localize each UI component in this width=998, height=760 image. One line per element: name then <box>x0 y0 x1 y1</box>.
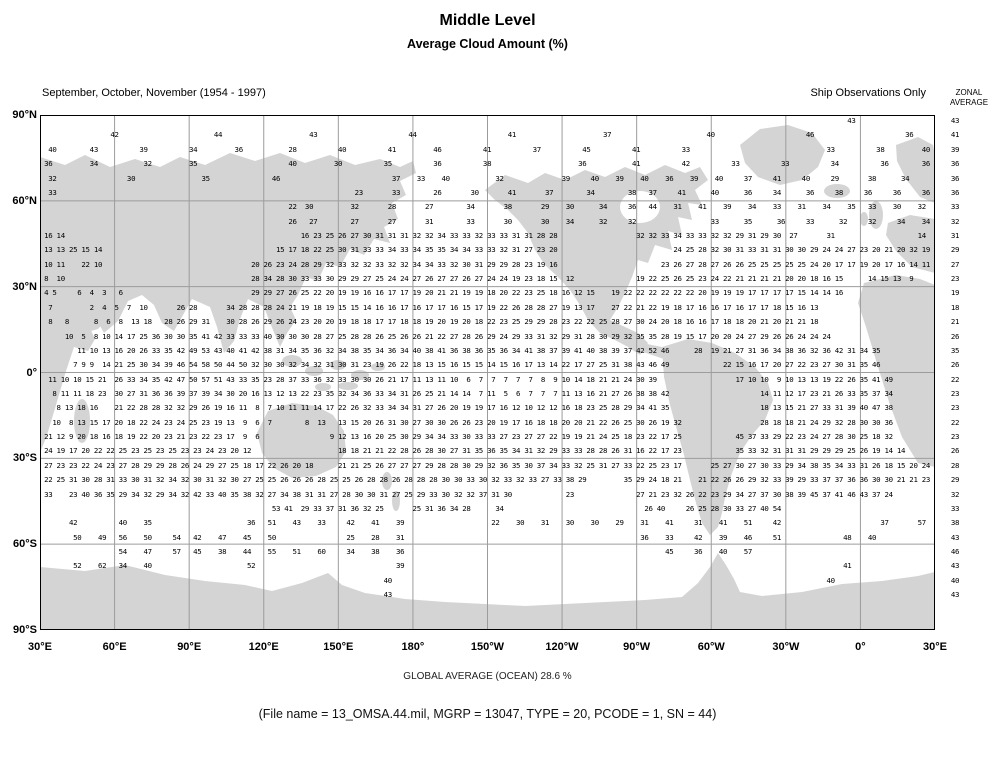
map-value-row: 4 5 6 4 3 6 29 29 27 26 25 22 20 19 19 16 16 17 17 19 20 21 21 19 19 18 20 22 23 25 18 16 12 15 19 22 22 22 22 22 22 20 19 19 19 17 17 17 17 15 14 14 16 <box>40 288 844 298</box>
map-value-row: 40 40 <box>40 575 835 585</box>
map-value-row: 40 43 39 34 36 28 40 41 46 41 37 45 41 33 33 38 40 <box>40 144 931 154</box>
zonal-average-value: 38 <box>950 518 960 528</box>
zonal-average-value: 23 <box>950 432 960 441</box>
map-value-row: 27 23 23 22 24 23 27 28 29 29 28 26 24 29 27 25 18 17 22 26 20 18 21 21 25 26 27 27 27 29 28 28 30 29 32 36 35 30 37 34 33 32 25 31 27 33 22 25 23 17 25 27 30 27 30 33 29 34 38 35 34 33 31 26 18 15 20 24 <box>40 460 931 470</box>
zonal-average-value: 36 <box>950 173 960 183</box>
map-value-row: 7 9 9 14 21 25 30 34 39 46 54 58 50 44 50 32 30 30 32 34 32 31 30 31 23 19 26 22 18 13 15 16 15 15 14 15 16 17 13 14 22 17 27 25 31 38 43 46 49 22 15 16 17 20 27 22 23 27 30 31 35 46 <box>40 360 881 370</box>
map-value-row: 43 <box>40 590 392 599</box>
map-value-row: 11 10 13 16 20 26 33 35 42 49 53 43 40 41 42 38 31 34 35 36 32 34 38 35 34 36 34 40 38 41 36 38 36 35 36 34 41 38 37 39 41 40 38 39 37 42 52 46 28 19 21 27 31 36 34 38 36 32 36 42 31 34 35 <box>40 345 881 355</box>
zonal-average-value: 43 <box>950 532 960 542</box>
longitude-label: 60°W <box>697 641 725 653</box>
zonal-average-value: 33 <box>950 202 960 212</box>
map-value-row: 7 2 4 5 7 10 26 28 34 28 28 28 24 21 19 18 19 15 15 14 16 16 17 16 17 17 16 15 17 19 22 26 28 28 27 19 13 17 27 22 21 22 19 18 17 16 16 17 16 17 17 18 15 16 13 <box>40 302 819 312</box>
map-value-row: 10 11 22 10 20 26 23 24 28 29 32 33 32 32 33 32 32 34 34 33 32 30 31 29 29 28 23 19 16 23 26 27 28 27 26 26 25 25 25 25 25 24 20 17 17 19 20 17 16 14 11 <box>40 259 931 269</box>
zonal-header-line2: AVERAGE <box>949 98 989 107</box>
map-value-row: 8 10 28 34 28 30 33 33 30 29 29 27 25 24 24 27 26 27 27 26 27 24 24 19 23 18 15 12 19 22 25 26 25 23 24 22 21 21 21 21 20 20 18 16 15 14 15 13 9 <box>40 274 914 283</box>
map-value-row: 24 19 17 20 22 22 25 23 25 23 25 23 23 24 23 20 12 18 18 21 21 22 28 26 28 30 27 31 35 36 35 34 31 32 29 33 33 28 28 26 31 16 22 17 23 35 33 32 31 31 31 29 29 29 25 26 19 14 14 <box>40 446 906 456</box>
longitude-label: 90°W <box>623 641 651 653</box>
zonal-header-line1: ZONAL <box>955 88 983 97</box>
map-value-row: 11 10 10 15 21 26 33 34 35 42 47 50 57 51 43 33 35 23 28 37 33 36 32 33 30 30 26 21 17 11 13 11 10 6 7 7 7 7 7 8 9 10 14 18 21 21 24 30 39 17 10 10 9 10 13 13 19 22 26 35 41 49 <box>40 374 893 384</box>
cloud-amount-map <box>40 115 935 630</box>
longitude-label: 30°E <box>28 641 52 653</box>
map-value-row: 53 41 29 33 37 31 36 32 25 25 31 36 34 28 34 26 40 26 25 28 30 33 27 40 54 <box>40 503 781 513</box>
zonal-average-value: 46 <box>950 546 960 556</box>
latitude-label: 90°S <box>13 624 37 636</box>
latitude-label: 30°S <box>13 452 37 464</box>
latitude-label: 0° <box>26 366 37 379</box>
map-value-row: 33 23 33 26 30 41 37 34 38 37 41 40 36 34 36 38 36 36 36 <box>40 187 931 197</box>
zonal-average-value: 18 <box>950 302 960 312</box>
zonal-average-value: 29 <box>950 245 960 255</box>
map-value-row: 22 30 32 28 27 34 38 29 30 34 36 44 31 41 39 34 33 31 34 35 33 30 32 <box>40 202 926 212</box>
map-value-row: 43 <box>40 116 856 125</box>
map-rows <box>40 115 935 630</box>
latitude-label: 60°S <box>13 538 37 550</box>
source-label: Ship Observations Only <box>810 87 926 99</box>
file-info-label: (File name = 13_OMSA.44.mil, MGRP = 13047, TYPE = 20, PCODE = 1, SN = 44) <box>258 707 717 721</box>
zonal-average-value: 36 <box>950 159 960 169</box>
longitude-label: 30°E <box>923 641 947 653</box>
map-value-row: 50 49 56 50 54 42 47 45 50 25 28 31 36 33 42 39 46 51 48 40 <box>40 532 877 542</box>
zonal-average-value: 31 <box>950 230 960 240</box>
map-value-row: 26 27 27 27 31 33 30 30 34 32 32 33 35 36 33 32 32 34 34 <box>40 216 931 226</box>
latitude-label: 30°N <box>12 281 37 293</box>
map-value-row: 54 47 57 45 38 44 55 51 60 34 38 36 45 36 40 57 <box>40 546 753 556</box>
map-value-row: 52 62 34 40 52 39 41 <box>40 561 852 571</box>
season-label: September, October, November (1954 - 1997) <box>42 87 266 99</box>
map-value-row: 13 13 25 15 14 15 17 18 22 25 30 31 33 33 34 33 34 35 35 34 34 33 33 32 31 27 23 20 24 25 28 32 30 31 33 31 31 30 30 29 24 24 27 23 20 21 20 32 19 <box>40 245 931 255</box>
map-value-row: 8 11 11 18 23 30 27 31 36 36 39 37 39 34 30 20 16 13 12 13 22 23 35 32 34 36 33 34 31 26 25 21 14 14 7 11 5 6 7 7 7 11 13 16 21 27 26 38 38 42 14 11 12 17 23 21 26 33 35 37 34 <box>40 388 893 398</box>
global-average-label: GLOBAL AVERAGE (OCEAN) 28.6 % <box>403 671 572 682</box>
zonal-average-column <box>942 115 968 630</box>
zonal-average-value: 36 <box>950 187 960 197</box>
zonal-average-value: 40 <box>950 575 960 585</box>
zonal-average-value: 23 <box>950 274 960 283</box>
map-value-row: 36 34 32 35 40 30 35 36 38 36 41 42 33 33 34 36 36 <box>40 159 931 169</box>
page-title: Middle Level <box>439 12 536 29</box>
map-value-row: 16 14 16 23 25 26 27 30 31 31 31 32 32 34 33 33 32 33 33 31 31 28 28 32 32 33 34 33 33 32 32 29 31 29 30 27 31 14 <box>40 230 926 240</box>
map-value-row: 42 44 43 44 41 37 40 46 36 <box>40 130 914 140</box>
longitude-label: 120°E <box>248 641 279 653</box>
zonal-average-value: 32 <box>950 216 960 226</box>
zonal-average-value: 33 <box>950 503 960 513</box>
zonal-average-value: 32 <box>950 489 960 499</box>
latitude-label: 60°N <box>12 195 37 207</box>
zonal-average-value: 22 <box>950 417 960 427</box>
longitude-label: 0° <box>855 641 866 653</box>
zonal-average-value: 26 <box>950 360 960 370</box>
zonal-average-value: 43 <box>950 590 960 599</box>
zonal-average-value: 28 <box>950 460 960 470</box>
zonal-average-value: 39 <box>950 144 960 154</box>
map-value-row: 33 23 40 36 35 29 34 32 29 34 32 42 33 40 35 38 32 27 34 38 31 31 27 28 30 30 31 27 25 29 33 30 32 32 37 31 30 23 27 21 23 32 26 22 23 29 34 27 37 30 38 39 45 37 41 46 43 37 24 <box>40 489 893 499</box>
longitude-label: 30°W <box>772 641 800 653</box>
zonal-average-value: 27 <box>950 259 960 269</box>
page-subtitle: Average Cloud Amount (%) <box>407 37 568 51</box>
longitude-label: 150°W <box>470 641 505 653</box>
zonal-average-value: 29 <box>950 475 960 485</box>
zonal-average-value: 19 <box>950 288 960 298</box>
longitude-label: 120°W <box>545 641 579 653</box>
map-value-row: 10 5 8 10 14 17 25 36 30 30 35 41 42 33 33 33 40 30 30 30 28 27 25 28 28 26 25 26 26 21 22 27 28 26 29 24 29 33 31 32 29 31 28 30 29 32 35 35 28 19 15 17 20 20 24 27 29 26 26 24 24 24 <box>40 331 831 341</box>
map-value-row: 8 8 8 6 8 13 18 28 26 29 31 30 28 26 29 26 24 23 20 20 19 18 18 17 17 18 18 19 20 19 20 18 22 23 25 29 29 28 23 22 22 25 28 27 30 24 20 18 16 16 17 18 18 20 21 20 21 21 18 <box>40 317 819 327</box>
map-value-row: 21 12 9 20 18 16 18 19 22 20 23 21 23 22 23 17 9 6 9 12 13 16 20 25 30 29 34 34 33 30 33 33 27 23 27 27 22 19 19 21 24 25 18 23 22 17 25 45 37 33 29 22 23 24 27 28 30 25 18 32 <box>40 432 893 441</box>
zonal-average-header <box>940 88 998 108</box>
zonal-average-value: 23 <box>950 388 960 398</box>
longitude-label: 180° <box>401 641 425 653</box>
zonal-average-value: 43 <box>950 561 960 571</box>
map-value-row: 10 8 13 15 17 20 18 22 24 23 24 25 23 19 13 9 6 7 8 13 13 15 20 26 31 30 27 30 30 26 26 23 20 19 17 16 18 18 20 20 21 22 26 25 30 26 19 32 28 18 18 21 24 29 32 28 30 30 36 <box>40 417 893 427</box>
zonal-average-value: 26 <box>950 446 960 456</box>
longitude-label: 150°E <box>323 641 354 653</box>
zonal-average-value: 35 <box>950 345 960 355</box>
map-value-row: 22 25 31 30 28 31 33 30 31 32 34 32 30 31 32 30 27 25 25 26 26 26 28 25 25 26 28 28 26 28 28 28 30 30 33 30 32 33 32 33 27 33 38 29 35 29 24 18 21 21 22 26 26 29 32 33 39 29 33 37 37 36 36 30 30 21 21 23 <box>40 475 931 485</box>
map-value-row: 32 30 35 46 37 33 40 32 39 40 39 40 36 39 40 37 41 40 29 38 34 <box>40 173 910 183</box>
zonal-average-value: 41 <box>950 130 960 140</box>
zonal-average-value: 21 <box>950 317 960 327</box>
map-value-row: 42 40 35 36 51 43 33 42 41 39 22 30 31 30 30 29 31 41 31 41 51 42 37 57 <box>40 518 926 528</box>
longitude-label: 90°E <box>177 641 202 653</box>
zonal-average-value: 43 <box>950 116 960 125</box>
zonal-average-value: 22 <box>950 374 960 384</box>
latitude-label: 90°N <box>12 109 37 121</box>
map-value-row: 8 13 18 16 21 22 28 28 32 32 29 26 19 16 11 8 7 10 11 11 14 17 22 26 32 33 34 34 31 27 26 20 19 19 17 16 12 10 12 12 16 18 23 25 28 29 34 41 35 18 13 15 21 27 33 31 39 40 47 38 <box>40 403 893 413</box>
longitude-label: 60°E <box>102 641 127 653</box>
zonal-average-value: 26 <box>950 331 960 341</box>
zonal-average-value: 23 <box>950 403 960 413</box>
